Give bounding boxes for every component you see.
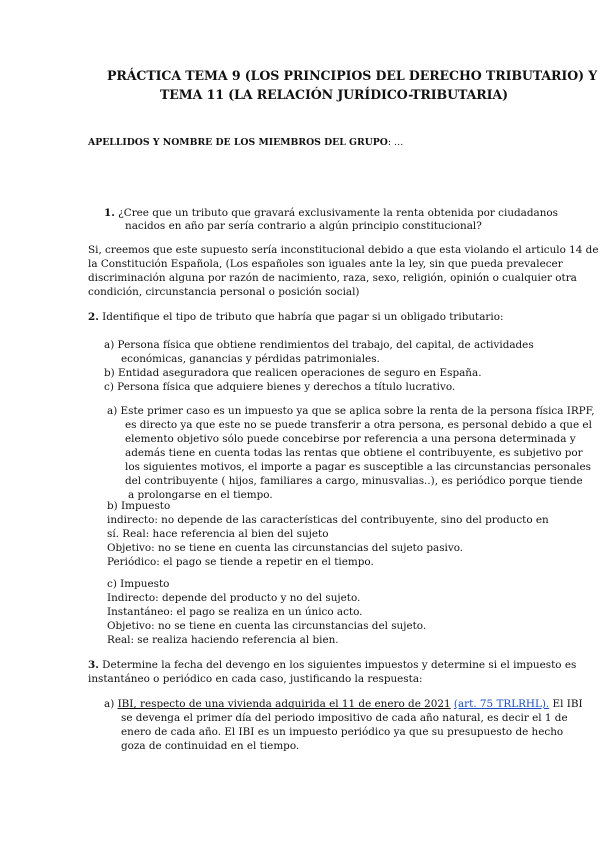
answer-2a-line: los siguientes motivos, el importe a pagar es susceptible a las circunstancias personales — [125, 461, 591, 473]
answer-2a-line: además tiene en cuenta todas las rentas que obtiene el contribuyente, es subjetivo por — [125, 447, 583, 459]
document-title-line-2: TEMA 11 (LA RELACIÓN JURÍDICO-TRIBUTARIA) — [160, 87, 508, 102]
group-members-line — [88, 137, 403, 148]
group-members-label: APELLIDOS Y NOMBRE DE LOS MIEMBROS DEL GRUPO — [88, 137, 388, 148]
question-3-number: 3. — [88, 659, 99, 671]
question-1-number: 1. — [104, 207, 115, 219]
answer-1-line: Si, creemos que este supuesto sería inconstitucional debido a que esta violando el articulo 14 de — [88, 244, 599, 256]
option-a-line-1: a) Persona física que obtiene rendimientos del trabajo, del capital, de actividades — [104, 339, 534, 351]
answer-2c-line: Indirecto: depende del producto y no del sujeto. — [107, 592, 361, 604]
answer-2b-line: b) Impuesto — [107, 500, 171, 512]
question-3-text-line-1: Determine la fecha del devengo en los siguientes impuestos y determine si el impuesto es — [98, 659, 577, 671]
option-c: c) Persona física que adquiere bienes y derechos a título lucrativo. — [104, 381, 456, 393]
answer-1-line: la Constitución Española, (Los españoles son iguales ante la ley, sin que pueda prevalecer — [88, 258, 563, 270]
answer-3a — [104, 697, 583, 753]
answer-2b — [107, 499, 549, 569]
answer-3a-subject: IBI, respecto de una vivienda adquirida el 11 de enero de 2021 — [117, 698, 451, 710]
answer-2c-line: Real: se realiza haciendo referencia al bien. — [107, 634, 339, 646]
question-2-text: Identifique el tipo de tributo que habría que pagar si un obligado tributario: — [98, 311, 504, 323]
question-2 — [88, 311, 503, 323]
answer-2c — [107, 577, 426, 647]
answer-2a-line: elemento objetivo sólo puede concebirse por referencia a una persona determinada y — [125, 433, 576, 445]
answer-2a-line: es directo ya que este no se puede transferir a otra persona, es personal debido a que el — [125, 419, 592, 431]
answer-2b-line: sí. Real: hace referencia al bien del sujeto — [107, 528, 329, 540]
answer-3a-line: se devenga el primer día del periodo impositivo de cada año natural, es decir el 1 de — [121, 712, 568, 724]
answer-2b-line: indirecto: no depende de las características del contribuyente, sino del producto en — [107, 514, 549, 526]
question-1 — [104, 207, 558, 233]
answer-2a — [107, 404, 595, 502]
answer-2c-line: c) Impuesto — [107, 578, 170, 590]
question-1-text-line-2: nacidos en año par sería contrario a algún principio constitucional? — [125, 220, 482, 232]
question-3-text-line-2: instantáneo o periódico en cada caso, justificando la respuesta: — [88, 673, 423, 685]
answer-2a-line: a prolongarse en el tiempo. — [128, 489, 273, 501]
answer-1-line: discriminación alguna por razón de nacimiento, raza, sexo, religión, opinión o cualquier otra — [88, 272, 577, 284]
answer-2a-line: del contribuyente ( hijos, familiares a cargo, minusvalias..), es periódico porque tiende — [125, 475, 583, 487]
article-75-trlrhl-link[interactable]: (art. 75 TRLRHL). — [453, 698, 550, 710]
question-1-text-line-1: ¿Cree que un tributo que gravará exclusivamente la renta obtenida por ciudadanos — [118, 207, 558, 219]
option-b: b) Entidad aseguradora que realicen operaciones de seguro en España. — [104, 367, 482, 379]
group-members-value: : … — [387, 137, 404, 148]
answer-1 — [88, 243, 598, 299]
answer-3a-line: enero de cada año. El IBI es un impuesto periódico ya que su presupuesto de hecho — [121, 726, 564, 738]
option-a-line-2: económicas, ganancias y pérdidas patrimoniales. — [121, 353, 380, 365]
question-2-number: 2. — [88, 311, 99, 323]
answer-3a-line: goza de continuidad en el tiempo. — [121, 740, 300, 752]
answer-2c-line: Instantáneo: el pago se realiza en un único acto. — [107, 606, 363, 618]
answer-2a-line: a) Este primer caso es un impuesto ya que se aplica sobre la renta de la persona física IRPF, — [107, 405, 595, 417]
question-2-options — [104, 338, 534, 394]
answer-3a-prefix: a) — [104, 698, 118, 710]
answer-1-line: condición, circunstancia personal o posición social) — [88, 286, 360, 298]
answer-2b-line: Periódico: el pago se tiende a repetir en el tiempo. — [107, 556, 374, 568]
document-title-line-1: PRÁCTICA TEMA 9 (LOS PRINCIPIOS DEL DERECHO TRIBUTARIO) Y — [107, 68, 598, 83]
answer-3a-rest: El IBI — [549, 698, 583, 710]
answer-3a-first-line — [104, 697, 583, 711]
answer-2b-line: Objetivo: no se tiene en cuenta las circunstancias del sujeto pasivo. — [107, 542, 464, 554]
answer-2c-line: Objetivo: no se tiene en cuenta las circunstancias del sujeto. — [107, 620, 427, 632]
question-3 — [88, 658, 576, 686]
